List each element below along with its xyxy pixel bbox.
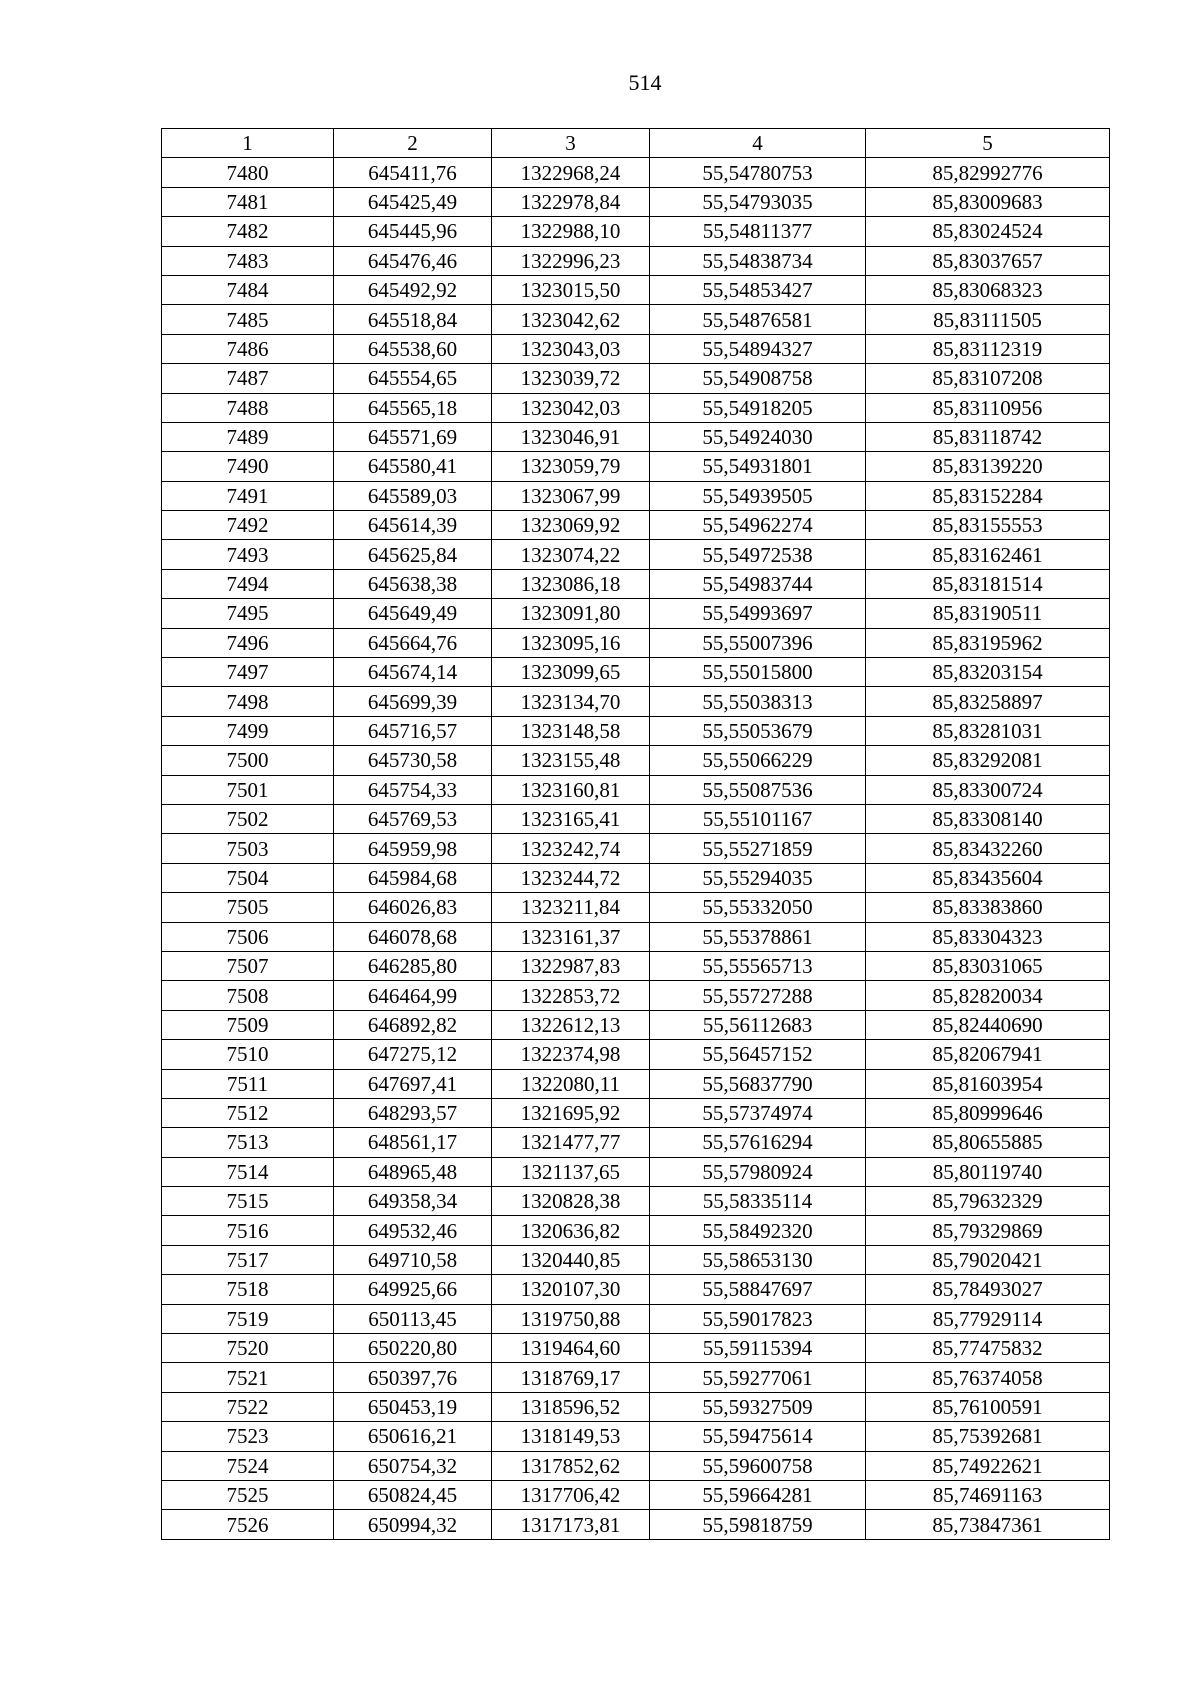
longitude-cell: 85,83111505 [866,305,1110,334]
latitude-cell: 55,54838734 [650,246,866,275]
x-coordinate-cell: 645411,76 [334,158,492,187]
longitude-cell: 85,80119740 [866,1157,1110,1186]
latitude-cell: 55,55294035 [650,863,866,892]
point-number-cell: 7513 [162,1128,334,1157]
longitude-cell: 85,83068323 [866,275,1110,304]
point-number-cell: 7522 [162,1392,334,1421]
y-coordinate-cell: 1323134,70 [492,687,650,716]
latitude-cell: 55,59600758 [650,1451,866,1480]
page-number: 514 [628,70,662,95]
x-coordinate-cell: 646026,83 [334,893,492,922]
longitude-cell: 85,83107208 [866,364,1110,393]
x-coordinate-cell: 645476,46 [334,246,492,275]
longitude-cell: 85,83190511 [866,599,1110,628]
table-row [162,1010,1110,1039]
x-coordinate-cell: 650220,80 [334,1334,492,1363]
point-number-cell: 7511 [162,1069,334,1098]
latitude-cell: 55,57374974 [650,1098,866,1127]
table-body [162,158,1110,1539]
y-coordinate-cell: 1321477,77 [492,1128,650,1157]
y-coordinate-cell: 1318149,53 [492,1422,650,1451]
latitude-cell: 55,54853427 [650,275,866,304]
x-coordinate-cell: 647697,41 [334,1069,492,1098]
latitude-cell: 55,54894327 [650,334,866,363]
table-row [162,334,1110,363]
coordinates-table [161,128,1110,1540]
y-coordinate-cell: 1317852,62 [492,1451,650,1480]
longitude-cell: 85,80655885 [866,1128,1110,1157]
y-coordinate-cell: 1323043,03 [492,334,650,363]
point-number-cell: 7487 [162,364,334,393]
point-number-cell: 7497 [162,658,334,687]
point-number-cell: 7481 [162,187,334,216]
x-coordinate-cell: 646285,80 [334,951,492,980]
longitude-cell: 85,74922621 [866,1451,1110,1480]
longitude-cell: 85,83155553 [866,511,1110,540]
table-row [162,775,1110,804]
point-number-cell: 7521 [162,1363,334,1392]
table-row [162,804,1110,833]
table-row [162,158,1110,187]
table-row [162,599,1110,628]
table-row [162,746,1110,775]
longitude-cell: 85,83110956 [866,393,1110,422]
y-coordinate-cell: 1323148,58 [492,716,650,745]
latitude-cell: 55,56457152 [650,1040,866,1069]
point-number-cell: 7524 [162,1451,334,1480]
y-coordinate-cell: 1323244,72 [492,863,650,892]
point-number-cell: 7512 [162,1098,334,1127]
x-coordinate-cell: 645959,98 [334,834,492,863]
y-coordinate-cell: 1318769,17 [492,1363,650,1392]
longitude-cell: 85,83435604 [866,863,1110,892]
x-coordinate-cell: 645554,65 [334,364,492,393]
longitude-cell: 85,79020421 [866,1245,1110,1274]
y-coordinate-cell: 1319464,60 [492,1334,650,1363]
x-coordinate-cell: 648293,57 [334,1098,492,1127]
longitude-cell: 85,79632329 [866,1187,1110,1216]
x-coordinate-cell: 645445,96 [334,217,492,246]
longitude-cell: 85,77929114 [866,1304,1110,1333]
longitude-cell: 85,73847361 [866,1510,1110,1539]
table-row [162,422,1110,451]
y-coordinate-cell: 1323161,37 [492,922,650,951]
x-coordinate-cell: 645674,14 [334,658,492,687]
point-number-cell: 7494 [162,569,334,598]
point-number-cell: 7488 [162,393,334,422]
x-coordinate-cell: 650616,21 [334,1422,492,1451]
header-row [162,129,1110,158]
longitude-cell: 85,83037657 [866,246,1110,275]
x-coordinate-cell: 649532,46 [334,1216,492,1245]
x-coordinate-cell: 645565,18 [334,393,492,422]
point-number-cell: 7503 [162,834,334,863]
x-coordinate-cell: 649358,34 [334,1187,492,1216]
point-number-cell: 7500 [162,746,334,775]
latitude-cell: 55,59818759 [650,1510,866,1539]
point-number-cell: 7490 [162,452,334,481]
point-number-cell: 7510 [162,1040,334,1069]
table-row [162,187,1110,216]
longitude-cell: 85,83203154 [866,658,1110,687]
y-coordinate-cell: 1323042,03 [492,393,650,422]
x-coordinate-cell: 645984,68 [334,863,492,892]
point-number-cell: 7480 [162,158,334,187]
x-coordinate-cell: 645571,69 [334,422,492,451]
table-row [162,922,1110,951]
x-coordinate-cell: 650994,32 [334,1510,492,1539]
column-header-1: 1 [162,129,334,158]
latitude-cell: 55,57616294 [650,1128,866,1157]
table-row [162,452,1110,481]
latitude-cell: 55,54908758 [650,364,866,393]
y-coordinate-cell: 1323211,84 [492,893,650,922]
longitude-cell: 85,82067941 [866,1040,1110,1069]
y-coordinate-cell: 1322978,84 [492,187,650,216]
point-number-cell: 7506 [162,922,334,951]
x-coordinate-cell: 645492,92 [334,275,492,304]
y-coordinate-cell: 1323046,91 [492,422,650,451]
latitude-cell: 55,54931801 [650,452,866,481]
y-coordinate-cell: 1317173,81 [492,1510,650,1539]
longitude-cell: 85,82992776 [866,158,1110,187]
longitude-cell: 85,74691163 [866,1480,1110,1509]
point-number-cell: 7495 [162,599,334,628]
latitude-cell: 55,55087536 [650,775,866,804]
x-coordinate-cell: 645769,53 [334,804,492,833]
y-coordinate-cell: 1323042,62 [492,305,650,334]
point-number-cell: 7491 [162,481,334,510]
latitude-cell: 55,55015800 [650,658,866,687]
longitude-cell: 85,83118742 [866,422,1110,451]
point-number-cell: 7515 [162,1187,334,1216]
latitude-cell: 55,59017823 [650,1304,866,1333]
y-coordinate-cell: 1319750,88 [492,1304,650,1333]
latitude-cell: 55,59277061 [650,1363,866,1392]
y-coordinate-cell: 1322853,72 [492,981,650,1010]
table-row [162,1334,1110,1363]
point-number-cell: 7485 [162,305,334,334]
table-row [162,481,1110,510]
y-coordinate-cell: 1322996,23 [492,246,650,275]
table-row [162,569,1110,598]
latitude-cell: 55,54876581 [650,305,866,334]
table-row [162,1451,1110,1480]
latitude-cell: 55,55332050 [650,893,866,922]
longitude-cell: 85,78493027 [866,1275,1110,1304]
point-number-cell: 7489 [162,422,334,451]
point-number-cell: 7502 [162,804,334,833]
table-row [162,1363,1110,1392]
latitude-cell: 55,58335114 [650,1187,866,1216]
point-number-cell: 7501 [162,775,334,804]
x-coordinate-cell: 648965,48 [334,1157,492,1186]
table-row [162,893,1110,922]
latitude-cell: 55,55066229 [650,746,866,775]
longitude-cell: 85,83024524 [866,217,1110,246]
table-row [162,1098,1110,1127]
latitude-cell: 55,58492320 [650,1216,866,1245]
y-coordinate-cell: 1322374,98 [492,1040,650,1069]
x-coordinate-cell: 646464,99 [334,981,492,1010]
column-header-4: 4 [650,129,866,158]
table-row [162,1392,1110,1421]
x-coordinate-cell: 645638,38 [334,569,492,598]
longitude-cell: 85,83139220 [866,452,1110,481]
latitude-cell: 55,55038313 [650,687,866,716]
point-number-cell: 7493 [162,540,334,569]
table-row [162,1275,1110,1304]
y-coordinate-cell: 1322080,11 [492,1069,650,1098]
table-row [162,1480,1110,1509]
latitude-cell: 55,55007396 [650,628,866,657]
x-coordinate-cell: 649710,58 [334,1245,492,1274]
latitude-cell: 55,54993697 [650,599,866,628]
y-coordinate-cell: 1323059,79 [492,452,650,481]
latitude-cell: 55,55727288 [650,981,866,1010]
point-number-cell: 7496 [162,628,334,657]
y-coordinate-cell: 1322988,10 [492,217,650,246]
point-number-cell: 7504 [162,863,334,892]
longitude-cell: 85,83432260 [866,834,1110,863]
longitude-cell: 85,82820034 [866,981,1110,1010]
point-number-cell: 7492 [162,511,334,540]
longitude-cell: 85,80999646 [866,1098,1110,1127]
point-number-cell: 7516 [162,1216,334,1245]
point-number-cell: 7525 [162,1480,334,1509]
point-number-cell: 7483 [162,246,334,275]
table-row [162,628,1110,657]
point-number-cell: 7518 [162,1275,334,1304]
latitude-cell: 55,54972538 [650,540,866,569]
longitude-cell: 85,76100591 [866,1392,1110,1421]
latitude-cell: 55,58653130 [650,1245,866,1274]
x-coordinate-cell: 646078,68 [334,922,492,951]
table-row [162,540,1110,569]
y-coordinate-cell: 1323069,92 [492,511,650,540]
table-row [162,863,1110,892]
point-number-cell: 7526 [162,1510,334,1539]
table-row [162,1422,1110,1451]
y-coordinate-cell: 1318596,52 [492,1392,650,1421]
table-row [162,951,1110,980]
table-row [162,1157,1110,1186]
longitude-cell: 85,77475832 [866,1334,1110,1363]
y-coordinate-cell: 1323165,41 [492,804,650,833]
y-coordinate-cell: 1321695,92 [492,1098,650,1127]
x-coordinate-cell: 650113,45 [334,1304,492,1333]
y-coordinate-cell: 1320440,85 [492,1245,650,1274]
longitude-cell: 85,83112319 [866,334,1110,363]
longitude-cell: 85,83162461 [866,540,1110,569]
latitude-cell: 55,57980924 [650,1157,866,1186]
y-coordinate-cell: 1323074,22 [492,540,650,569]
table-row [162,658,1110,687]
point-number-cell: 7484 [162,275,334,304]
longitude-cell: 85,83031065 [866,951,1110,980]
longitude-cell: 85,79329869 [866,1216,1110,1245]
point-number-cell: 7509 [162,1010,334,1039]
longitude-cell: 85,83281031 [866,716,1110,745]
latitude-cell: 55,55378861 [650,922,866,951]
latitude-cell: 55,58847697 [650,1275,866,1304]
y-coordinate-cell: 1323091,80 [492,599,650,628]
longitude-cell: 85,82440690 [866,1010,1110,1039]
y-coordinate-cell: 1322987,83 [492,951,650,980]
table-row [162,511,1110,540]
x-coordinate-cell: 645699,39 [334,687,492,716]
x-coordinate-cell: 650397,76 [334,1363,492,1392]
table-row [162,1128,1110,1157]
x-coordinate-cell: 645754,33 [334,775,492,804]
longitude-cell: 85,83304323 [866,922,1110,951]
y-coordinate-cell: 1321137,65 [492,1157,650,1186]
y-coordinate-cell: 1323067,99 [492,481,650,510]
longitude-cell: 85,76374058 [866,1363,1110,1392]
x-coordinate-cell: 647275,12 [334,1040,492,1069]
table-row [162,1040,1110,1069]
latitude-cell: 55,54983744 [650,569,866,598]
longitude-cell: 85,83308140 [866,804,1110,833]
table-row [162,364,1110,393]
longitude-cell: 85,75392681 [866,1422,1110,1451]
column-header-5: 5 [866,129,1110,158]
x-coordinate-cell: 646892,82 [334,1010,492,1039]
longitude-cell: 85,83195962 [866,628,1110,657]
latitude-cell: 55,54780753 [650,158,866,187]
latitude-cell: 55,56837790 [650,1069,866,1098]
y-coordinate-cell: 1317706,42 [492,1480,650,1509]
point-number-cell: 7499 [162,716,334,745]
table-header [162,129,1110,158]
longitude-cell: 85,83009683 [866,187,1110,216]
x-coordinate-cell: 645625,84 [334,540,492,569]
x-coordinate-cell: 650824,45 [334,1480,492,1509]
latitude-cell: 55,55101167 [650,804,866,833]
point-number-cell: 7517 [162,1245,334,1274]
table-row [162,275,1110,304]
x-coordinate-cell: 645580,41 [334,452,492,481]
y-coordinate-cell: 1323099,65 [492,658,650,687]
latitude-cell: 55,55271859 [650,834,866,863]
latitude-cell: 55,54939505 [650,481,866,510]
latitude-cell: 55,59327509 [650,1392,866,1421]
column-header-3: 3 [492,129,650,158]
longitude-cell: 85,83383860 [866,893,1110,922]
point-number-cell: 7508 [162,981,334,1010]
table-row [162,393,1110,422]
table-row [162,834,1110,863]
latitude-cell: 55,54924030 [650,422,866,451]
latitude-cell: 55,56112683 [650,1010,866,1039]
point-number-cell: 7520 [162,1334,334,1363]
y-coordinate-cell: 1322612,13 [492,1010,650,1039]
point-number-cell: 7505 [162,893,334,922]
latitude-cell: 55,54811377 [650,217,866,246]
x-coordinate-cell: 645716,57 [334,716,492,745]
table-row [162,246,1110,275]
longitude-cell: 85,83152284 [866,481,1110,510]
y-coordinate-cell: 1323155,48 [492,746,650,775]
x-coordinate-cell: 649925,66 [334,1275,492,1304]
x-coordinate-cell: 645614,39 [334,511,492,540]
y-coordinate-cell: 1322968,24 [492,158,650,187]
latitude-cell: 55,54962274 [650,511,866,540]
column-header-2: 2 [334,129,492,158]
y-coordinate-cell: 1323242,74 [492,834,650,863]
y-coordinate-cell: 1323160,81 [492,775,650,804]
y-coordinate-cell: 1323039,72 [492,364,650,393]
table-row [162,1187,1110,1216]
table-row [162,305,1110,334]
y-coordinate-cell: 1320636,82 [492,1216,650,1245]
x-coordinate-cell: 645664,76 [334,628,492,657]
latitude-cell: 55,54793035 [650,187,866,216]
latitude-cell: 55,59475614 [650,1422,866,1451]
table-row [162,1245,1110,1274]
point-number-cell: 7498 [162,687,334,716]
longitude-cell: 85,83300724 [866,775,1110,804]
table-row [162,716,1110,745]
longitude-cell: 85,81603954 [866,1069,1110,1098]
table-row [162,1304,1110,1333]
longitude-cell: 85,83258897 [866,687,1110,716]
point-number-cell: 7482 [162,217,334,246]
table-row [162,217,1110,246]
latitude-cell: 55,59115394 [650,1334,866,1363]
latitude-cell: 55,54918205 [650,393,866,422]
x-coordinate-cell: 650453,19 [334,1392,492,1421]
y-coordinate-cell: 1323015,50 [492,275,650,304]
table-row [162,1069,1110,1098]
latitude-cell: 55,55565713 [650,951,866,980]
y-coordinate-cell: 1323086,18 [492,569,650,598]
table-row [162,687,1110,716]
table-row [162,1216,1110,1245]
point-number-cell: 7486 [162,334,334,363]
x-coordinate-cell: 645649,49 [334,599,492,628]
point-number-cell: 7507 [162,951,334,980]
table-row [162,1510,1110,1539]
longitude-cell: 85,83181514 [866,569,1110,598]
x-coordinate-cell: 645538,60 [334,334,492,363]
y-coordinate-cell: 1320107,30 [492,1275,650,1304]
longitude-cell: 85,83292081 [866,746,1110,775]
point-number-cell: 7519 [162,1304,334,1333]
x-coordinate-cell: 645730,58 [334,746,492,775]
x-coordinate-cell: 650754,32 [334,1451,492,1480]
point-number-cell: 7523 [162,1422,334,1451]
point-number-cell: 7514 [162,1157,334,1186]
latitude-cell: 55,59664281 [650,1480,866,1509]
x-coordinate-cell: 648561,17 [334,1128,492,1157]
x-coordinate-cell: 645589,03 [334,481,492,510]
x-coordinate-cell: 645425,49 [334,187,492,216]
table-row [162,981,1110,1010]
x-coordinate-cell: 645518,84 [334,305,492,334]
y-coordinate-cell: 1323095,16 [492,628,650,657]
latitude-cell: 55,55053679 [650,716,866,745]
y-coordinate-cell: 1320828,38 [492,1187,650,1216]
